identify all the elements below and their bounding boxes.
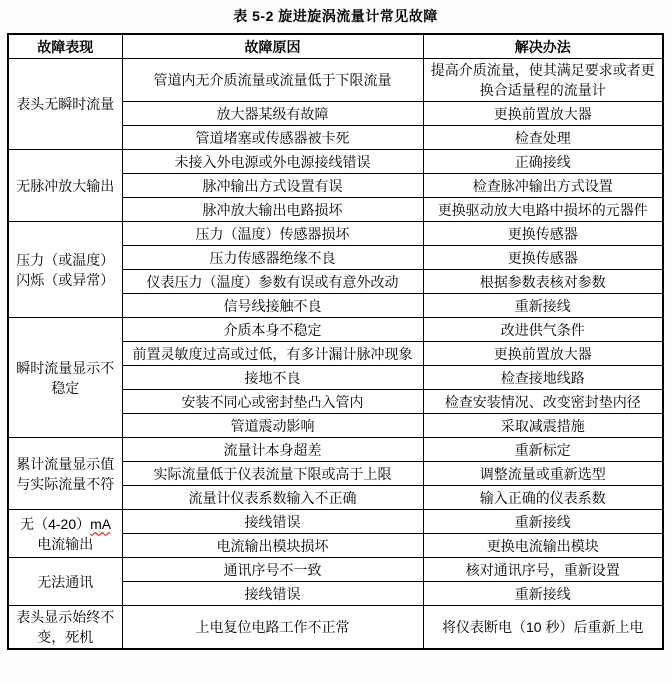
header-fault: 故障表现 [8,34,122,59]
table-row [8,510,663,534]
cause-cell: 压力传感器绝缘不良 [122,246,423,270]
solution-cell: 核对通讯序号，重新设置 [423,558,663,582]
fault-cell: 压力（或温度）闪烁（或异常） [8,222,122,318]
table-row [8,318,663,342]
fault-table [7,33,664,650]
cause-cell: 介质本身不稳定 [122,318,423,342]
fault-cell: 累计流量显示值与实际流量不符 [8,438,122,510]
solution-cell: 采取减震措施 [423,414,663,438]
table-row [8,150,663,174]
spellcheck-underline: mA [90,515,111,532]
solution-cell: 更换驱动放大电路中损坏的元器件 [423,198,663,222]
solution-cell: 检查处理 [423,126,663,150]
solution-cell: 重新标定 [423,438,663,462]
fault-cell: 表头无瞬时流量 [8,59,122,150]
solution-cell: 输入正确的仪表系数 [423,486,663,510]
solution-cell: 检查接地线路 [423,366,663,390]
table-row [8,59,663,102]
cause-cell: 未接入外电源或外电源接线错误 [122,150,423,174]
fault-cell: 表头显示始终不变，死机 [8,606,122,650]
solution-cell: 检查安装情况、改变密封垫内径 [423,390,663,414]
solution-cell: 调整流量或重新选型 [423,462,663,486]
cause-cell: 脉冲输出方式设置有误 [122,174,423,198]
cause-cell: 信号线接触不良 [122,294,423,318]
cause-cell: 流量计本身超差 [122,438,423,462]
cause-cell: 电流输出模块损坏 [122,534,423,558]
fault-cell: 无脉冲放大输出 [8,150,122,222]
cause-cell: 管道震动影响 [122,414,423,438]
solution-cell: 重新接线 [423,294,663,318]
solution-cell: 正确接线 [423,150,663,174]
solution-cell: 重新接线 [423,510,663,534]
solution-cell: 重新接线 [423,582,663,606]
solution-cell: 更换传感器 [423,246,663,270]
table-row [8,222,663,246]
cause-cell: 接地不良 [122,366,423,390]
fault-cell: 无法通讯 [8,558,122,606]
cause-cell: 流量计仪表系数输入不正确 [122,486,423,510]
cause-cell: 接线错误 [122,582,423,606]
solution-cell: 将仪表断电（10 秒）后重新上电 [423,606,663,650]
header-solution: 解决办法 [423,34,663,59]
cause-cell: 脉冲放大输出电路损坏 [122,198,423,222]
cause-cell: 压力（温度）传感器损坏 [122,222,423,246]
solution-cell: 更换前置放大器 [423,102,663,126]
solution-cell: 根据参数表核对参数 [423,270,663,294]
table-row [8,558,663,582]
solution-cell: 更换传感器 [423,222,663,246]
fault-cell: 瞬时流量显示不稳定 [8,318,122,438]
table-title: 表 5-2 旋进旋涡流量计常见故障 [233,8,438,24]
solution-cell: 提高介质流量，使其满足要求或者更换合适量程的流量计 [423,59,663,102]
solution-cell: 更换前置放大器 [423,342,663,366]
solution-cell: 更换电流输出模块 [423,534,663,558]
table-header-row [8,34,663,59]
cause-cell: 上电复位电路工作不正常 [122,606,423,650]
table-row [8,606,663,650]
cause-cell: 仪表压力（温度）参数有误或有意外改动 [122,270,423,294]
fault-cell: 无（4-20）mA 电流输出 [8,510,122,558]
cause-cell: 安装不同心或密封垫凸入管内 [122,390,423,414]
cause-cell: 管道内无介质流量或流量低于下限流量 [122,59,423,102]
solution-cell: 检查脉冲输出方式设置 [423,174,663,198]
cause-cell: 放大器某级有故障 [122,102,423,126]
cause-cell: 管道堵塞或传感器被卡死 [122,126,423,150]
cause-cell: 前置灵敏度过高或过低，有多计漏计脉冲现象 [122,342,423,366]
fault-table-body [8,59,663,650]
solution-cell: 改进供气条件 [423,318,663,342]
cause-cell: 实际流量低于仪表流量下限或高于上限 [122,462,423,486]
header-cause: 故障原因 [122,34,423,59]
table-row [8,438,663,462]
cause-cell: 通讯序号不一致 [122,558,423,582]
cause-cell: 接线错误 [122,510,423,534]
